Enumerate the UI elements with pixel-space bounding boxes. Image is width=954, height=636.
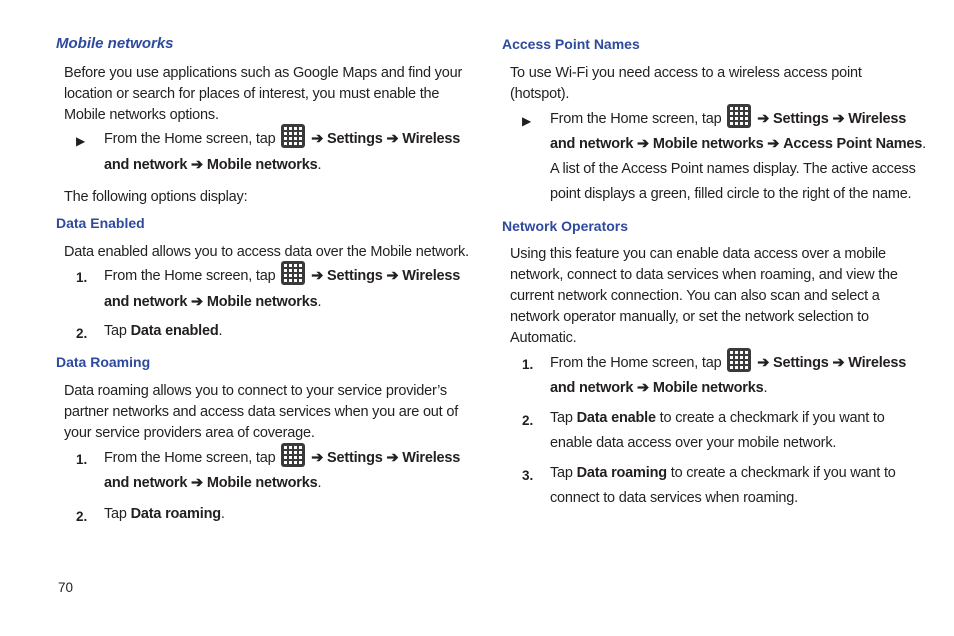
mobile-networks-intro: Before you use applications such as Google Maps and find your location or search for places of interest, you must enable the Mobile networks options. <box>64 65 463 123</box>
step-line: Tap Data enable to create a checkmark if you want to <box>550 410 885 426</box>
step-line-cont: and network ➔ Mobile networks. <box>104 475 322 491</box>
step-line: Tap Data enabled. <box>104 323 223 339</box>
step-line: From the Home screen, tap ➔ Settings ➔ Wireless <box>104 267 460 285</box>
step-line-cont: connect to data services when roaming. <box>550 490 798 506</box>
mobile-networks-heading: Mobile networks <box>56 35 174 52</box>
apn-heading: Access Point Names <box>502 36 640 52</box>
step-number: 1. <box>522 357 534 372</box>
data-roaming-heading: Data Roaming <box>56 354 151 370</box>
page-number: 70 <box>58 580 74 595</box>
apps-grid-icon <box>281 261 305 285</box>
data-enabled-heading: Data Enabled <box>56 215 145 231</box>
step-number: 2. <box>522 413 534 428</box>
data-roaming-text: Data roaming allows you to connect to your service provider’s partner networks and access data services when you are out of your service providers area of coverage. <box>64 383 459 441</box>
apn-intro: To use Wi-Fi you need access to a wireless access point (hotspot). <box>510 65 862 102</box>
data-enabled-text: Data enabled allows you to access data over the Mobile network. <box>64 244 469 260</box>
step-number: 2. <box>76 326 88 341</box>
apps-grid-icon <box>281 124 305 148</box>
step-number: 3. <box>522 468 534 483</box>
step-line-cont: and network ➔ Mobile networks. <box>104 294 322 310</box>
step-line: Tap Data roaming to create a checkmark if you want to <box>550 465 896 481</box>
network-operators-heading: Network Operators <box>502 218 629 234</box>
apn-list-text: point displays a green, filled circle to the right of the name. <box>550 186 912 202</box>
apps-grid-icon <box>727 104 751 128</box>
step-line: Tap Data roaming. <box>104 506 225 522</box>
apps-grid-icon <box>727 348 751 372</box>
apn-list-text: A list of the Access Point names display. The active access <box>550 161 916 177</box>
step-number: 2. <box>76 509 88 524</box>
network-operators-text: Using this feature you can enable data access over a mobile network, connect to data services when roaming, and view the current network connection. You can also scan and select a network operator manually, or set the network selection to Automatic. <box>510 246 898 346</box>
step-line: From the Home screen, tap ➔ Settings ➔ Wireless <box>104 130 460 148</box>
step-number: 1. <box>76 270 88 285</box>
step-line: From the Home screen, tap ➔ Settings ➔ Wireless <box>104 449 460 467</box>
step-number: 1. <box>76 452 88 467</box>
step-line-cont: and network ➔ Mobile networks. <box>104 157 322 173</box>
step-line-cont: enable data access over your mobile network. <box>550 435 837 451</box>
step-line: From the Home screen, tap ➔ Settings ➔ Wireless <box>550 354 906 372</box>
step-line-cont: and network ➔ Mobile networks. <box>550 380 768 396</box>
step-bullet: ▶ <box>522 114 532 128</box>
step-bullet: ▶ <box>76 134 86 148</box>
step-line: From the Home screen, tap ➔ Settings ➔ Wireless <box>550 110 906 128</box>
apps-grid-icon <box>281 443 305 467</box>
following-options-text: The following options display: <box>64 189 248 205</box>
step-line-cont: and network ➔ Mobile networks ➔ Access Point Names. <box>550 136 926 152</box>
